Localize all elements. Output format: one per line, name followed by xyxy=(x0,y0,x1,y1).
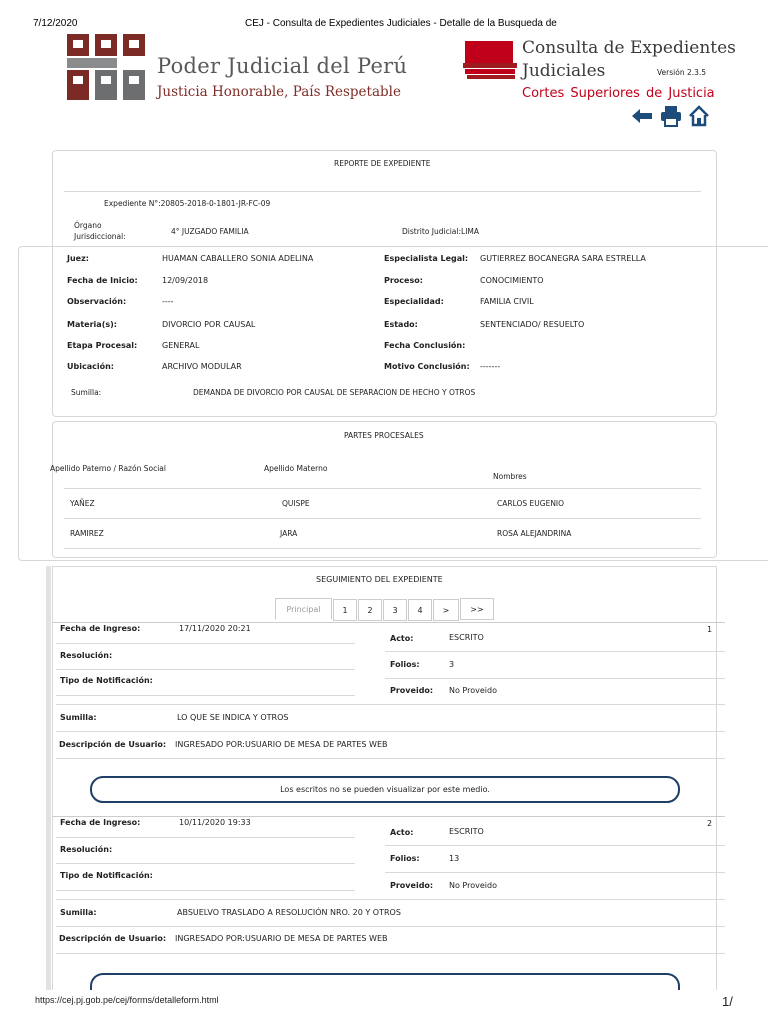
print-page-number: 1/ xyxy=(722,994,733,1009)
materia-label: Materia(s): xyxy=(67,320,117,329)
entry-1-descripcion-label: Descripción de Usuario: xyxy=(59,740,167,749)
organo-label-1: Órgano xyxy=(74,221,102,230)
partes-panel xyxy=(52,421,717,558)
proceso-label: Proceso: xyxy=(384,276,423,285)
divider xyxy=(56,643,355,644)
print-icon[interactable] xyxy=(660,105,682,127)
report-heading: REPORTE DE EXPEDIENTE xyxy=(334,159,431,168)
especialidad-value: FAMILIA CIVIL xyxy=(480,297,534,306)
entry-2-acto-value: ESCRITO xyxy=(449,827,484,836)
entry-1-acto-label: Acto: xyxy=(390,634,414,643)
entry-1-sumilla-label: Sumilla: xyxy=(60,713,97,722)
entry-1-folios-label: Folios: xyxy=(390,660,420,669)
entry-2-resolucion-label: Resolución: xyxy=(60,845,113,854)
divider xyxy=(52,816,725,817)
etapa-value: GENERAL xyxy=(162,341,200,350)
especialista-label: Especialista Legal: xyxy=(384,254,469,263)
entry-2-sumilla-label: Sumilla: xyxy=(60,908,97,917)
version-label: Versión 2.3.5 xyxy=(657,68,707,77)
especialista-value: GUTIERREZ BOCANEGRA SARA ESTRELLA xyxy=(480,254,646,263)
organo-value: 4° JUZGADO FAMILIA xyxy=(171,227,249,236)
tab-page-4[interactable]: 4 xyxy=(408,599,432,621)
entry-1-acto-value: ESCRITO xyxy=(449,633,484,642)
distrito-judicial: Distrito Judicial:LIMA xyxy=(402,227,480,236)
etapa-label: Etapa Procesal: xyxy=(67,341,138,350)
divider xyxy=(56,669,355,670)
entry-1-folios-value: 3 xyxy=(449,660,455,669)
divider xyxy=(64,488,701,489)
entry-1-sumilla-value: LO QUE SE INDICA Y OTROS xyxy=(177,713,289,722)
cej-title-line2: Judiciales xyxy=(522,61,606,81)
entry-2-acto-label: Acto: xyxy=(390,828,414,837)
tab-principal[interactable]: Principal xyxy=(275,598,332,620)
poder-judicial-tagline: Justicia Honorable, País Respetable xyxy=(157,84,401,100)
entry-1-resolucion-label: Resolución: xyxy=(60,651,113,660)
divider xyxy=(385,845,725,846)
ubicacion-label: Ubicación: xyxy=(67,362,114,371)
fecha-inicio-value: 12/09/2018 xyxy=(162,276,209,285)
tab-page-1[interactable]: 1 xyxy=(333,599,357,621)
divider xyxy=(64,191,701,192)
tab-page-2[interactable]: 2 xyxy=(358,599,382,621)
home-icon[interactable] xyxy=(688,105,710,127)
poder-judicial-logo xyxy=(67,34,145,104)
divider xyxy=(56,863,355,864)
panel-shadow xyxy=(46,566,51,990)
juez-label: Juez: xyxy=(67,254,89,263)
expediente-number: Expediente N°:20805-2018-0-1801-JR-FC-09 xyxy=(104,199,271,208)
divider xyxy=(56,837,355,838)
tab-next[interactable]: > xyxy=(433,599,459,621)
parte-2-materno: JARA xyxy=(280,529,298,538)
divider xyxy=(56,704,725,705)
especialidad-label: Especialidad: xyxy=(384,297,444,306)
entry-2-proveido-label: Proveido: xyxy=(390,881,434,890)
print-url: https://cej.pj.gob.pe/cej/forms/detalleform.html xyxy=(35,995,219,1005)
cej-title-line1: Consulta de Expedientes xyxy=(522,38,736,58)
entry-1-fecha-value: 17/11/2020 20:21 xyxy=(179,624,251,633)
entry-2-tipo-notificacion-label: Tipo de Notificación: xyxy=(60,871,153,880)
sumilla-value: DEMANDA DE DIVORCIO POR CAUSAL DE SEPARACION DE HECHO Y OTROS xyxy=(193,388,476,397)
entry-1-proveido-value: No Proveido xyxy=(449,686,497,695)
juez-value: HUAMAN CABALLERO SONIA ADELINA xyxy=(162,254,314,263)
motivo-conclusion-label: Motivo Conclusión: xyxy=(384,362,470,371)
cortes-subtitle: Cortes Superiores de Justicia xyxy=(522,86,715,101)
entry-2-proveido-value: No Proveido xyxy=(449,881,497,890)
parte-2-nombres: ROSA ALEJANDRINA xyxy=(497,529,572,538)
seguimiento-heading: SEGUIMIENTO DEL EXPEDIENTE xyxy=(316,575,443,584)
estado-value: SENTENCIADO/ RESUELTO xyxy=(480,320,585,329)
observacion-label: Observación: xyxy=(67,297,127,306)
fecha-conclusion-label: Fecha Conclusión: xyxy=(384,341,466,350)
parte-1-paterno: YAÑEZ xyxy=(70,499,95,508)
entry-2-sumilla-value: ABSUELVO TRASLADO A RESOLUCIÓN NRO. 20 Y OTROS xyxy=(177,908,401,917)
divider xyxy=(385,872,725,873)
entry-1-number: 1 xyxy=(707,625,713,634)
divider xyxy=(56,890,355,891)
entry-2-descripcion-value: INGRESADO POR:USUARIO DE MESA DE PARTES WEB xyxy=(175,934,388,943)
divider xyxy=(52,622,725,623)
cej-books-logo xyxy=(463,39,519,81)
parte-1-nombres: CARLOS EUGENIO xyxy=(497,499,565,508)
divider xyxy=(56,731,725,732)
partes-heading: PARTES PROCESALES xyxy=(344,431,424,440)
divider xyxy=(56,926,725,927)
back-arrow-icon[interactable] xyxy=(631,107,653,125)
materia-value: DIVORCIO POR CAUSAL xyxy=(162,320,256,329)
ubicacion-value: ARCHIVO MODULAR xyxy=(162,362,242,371)
divider xyxy=(56,899,725,900)
entry-2-fecha-label: Fecha de Ingreso: xyxy=(60,818,141,827)
tab-last[interactable]: >> xyxy=(460,598,494,620)
parte-2-paterno: RAMIREZ xyxy=(70,529,104,538)
divider xyxy=(64,518,701,519)
divider xyxy=(56,758,725,759)
divider xyxy=(64,548,701,549)
divider xyxy=(385,651,725,652)
parte-1-materno: QUISPE xyxy=(282,499,310,508)
divider xyxy=(385,678,725,679)
fecha-inicio-label: Fecha de Inicio: xyxy=(67,276,138,285)
divider xyxy=(56,953,725,954)
col-apellido-materno: Apellido Materno xyxy=(264,464,328,473)
entry-1-fecha-label: Fecha de Ingreso: xyxy=(60,624,141,633)
entry-1-notice: Los escritos no se pueden visualizar por este medio. xyxy=(90,776,680,803)
observacion-value: ---- xyxy=(162,297,174,306)
poder-judicial-name: Poder Judicial del Perú xyxy=(157,54,408,78)
print-date: 7/12/2020 xyxy=(33,18,78,29)
col-apellido-paterno: Apellido Paterno / Razón Social xyxy=(50,464,166,473)
sumilla-label: Sumilla: xyxy=(71,388,102,397)
entry-2-descripcion-label: Descripción de Usuario: xyxy=(59,934,167,943)
proceso-value: CONOCIMIENTO xyxy=(480,276,544,285)
entry-1-proveido-label: Proveido: xyxy=(390,686,434,695)
entry-1-tipo-notificacion-label: Tipo de Notificación: xyxy=(60,676,153,685)
entry-2-number: 2 xyxy=(707,819,713,828)
estado-label: Estado: xyxy=(384,320,418,329)
organo-label-2: Jurisdiccional: xyxy=(74,232,126,241)
entry-2-fecha-value: 10/11/2020 19:33 xyxy=(179,818,251,827)
tab-page-3[interactable]: 3 xyxy=(383,599,407,621)
print-title: CEJ - Consulta de Expedientes Judiciales - Detalle de la Busqueda de xyxy=(245,18,557,29)
col-nombres: Nombres xyxy=(493,472,527,481)
entry-2-folios-value: 13 xyxy=(449,854,460,863)
motivo-conclusion-value: ------- xyxy=(480,362,501,371)
entry-1-descripcion-value: INGRESADO POR:USUARIO DE MESA DE PARTES WEB xyxy=(175,740,388,749)
entry-2-folios-label: Folios: xyxy=(390,854,420,863)
divider xyxy=(56,695,355,696)
